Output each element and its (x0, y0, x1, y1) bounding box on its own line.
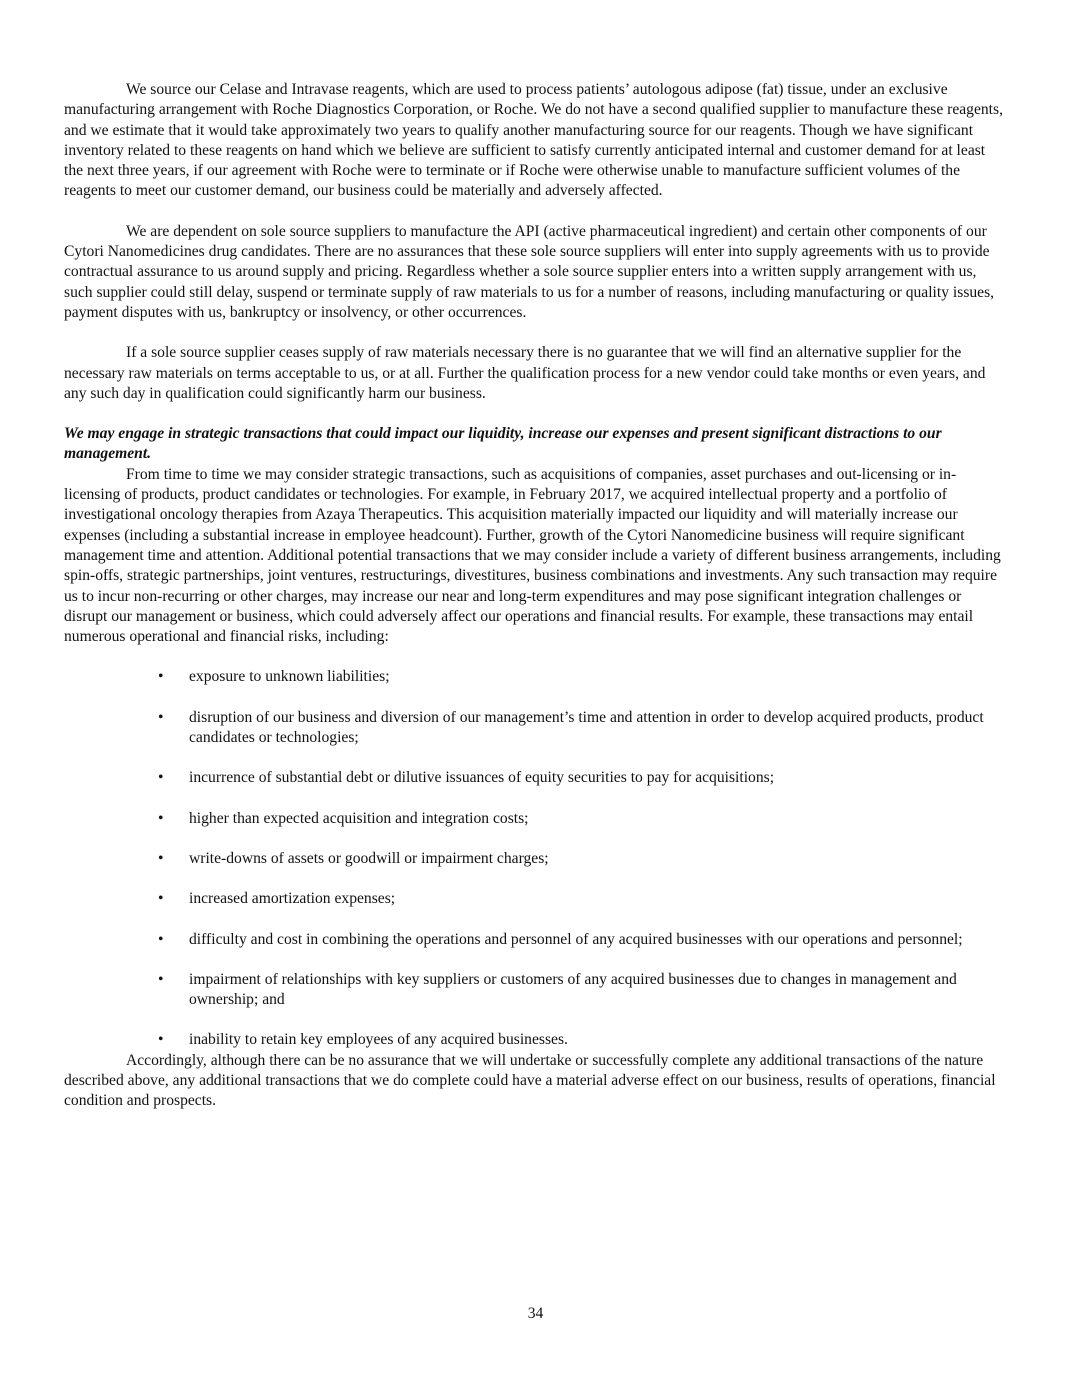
list-item-text: disruption of our business and diversion of our management’s time and attention in order to develop acquired products, product candidates or technologies; (189, 708, 984, 747)
list-item (64, 889, 1008, 909)
list-item (64, 1030, 1008, 1050)
list-item-text: difficulty and cost in combining the operations and personnel of any acquired businesses with our operations and personnel; (189, 930, 963, 948)
list-item-text: write-downs of assets or goodwill or impairment charges; (189, 849, 549, 867)
list-item (64, 970, 1008, 1011)
document-page (64, 80, 1008, 1112)
list-item (64, 708, 1008, 749)
list-item (64, 768, 1008, 788)
paragraph-strategic-transactions: From time to time we may consider strategic transactions, such as acquisitions of companies, asset purchases and out-licensing or in-licensing of products, product candidates or technologies. For example, in February 2017, we acquired intellectual property and a portfolio of investigational oncology therapies from Azaya Therapeutics. This acquisition materially impacted our liquidity and will materially increase our expenses (including a substantial increase in employee headcount). Further, growth of the Cytori Nanomedicine business will require significant management time and attention. Additional potential transactions that we may consider include a variety of different business arrangements, including spin-offs, strategic partnerships, joint ventures, restructurings, divestitures, business combinations and investments. Any such transaction may require us to incur non-recurring or other charges, may increase our near and long-term expenditures and may pose significant integration challenges or disrupt our management or business, which could adversely affect our operations and financial results. For example, these transactions may entail numerous operational and financial risks, including: (64, 465, 1001, 646)
bullet-icon: • (158, 1031, 164, 1049)
list-item-text: impairment of relationships with key suppliers or customers of any acquired businesses due to changes in management and ownership; and (189, 970, 957, 1009)
paragraph-sole-source-suppliers: We are dependent on sole source suppliers to manufacture the API (active pharmaceutical ingredient) and certain other components of our Cytori Nanomedicines drug candidates. There are no assurances that these sole source suppliers will enter into supply agreements with us to provide contractual assurance to us around supply and pricing. Regardless whether a sole source supplier enters into a written supply arrangement with us, such supplier could still delay, suspend or terminate supply of raw materials to us for a number of reasons, including manufacturing or quality issues, payment disputes with us, bankruptcy or insolvency, or other occurrences. (64, 222, 995, 321)
page-number: 34 (527, 1305, 544, 1322)
list-item (64, 809, 1008, 829)
section-heading-strategic-transactions: We may engage in strategic transactions that could impact our liquidity, increase our expenses and present significant distractions to our management. (64, 425, 942, 463)
bullet-icon: • (158, 769, 164, 787)
list-item-text: exposure to unknown liabilities; (189, 668, 390, 686)
bullet-icon: • (158, 668, 164, 686)
bullet-icon: • (158, 708, 164, 726)
list-item-text: higher than expected acquisition and integration costs; (189, 809, 529, 827)
paragraph-conclusion: Accordingly, although there can be no assurance that we will undertake or successfully complete any additional transactions of the nature described above, any additional transactions that we do complete could have a material adverse effect on our business, results of operations, financial condition and prospects. (64, 1051, 996, 1110)
list-item-text: incurrence of substantial debt or dilutive issuances of equity securities to pay for acquisitions; (189, 769, 775, 787)
bullet-icon: • (158, 890, 164, 908)
paragraph-reagents-supplier: We source our Celase and Intravase reagents, which are used to process patients’ autologous adipose (fat) tissue, under an exclusive manufacturing arrangement with Roche Diagnostics Corporation, or Roche. We do not have a second qualified supplier to manufacture these reagents, and we estimate that it would take approximately two years to qualify another manufacturing source for our reagents. Though we have significant inventory related to these reagents on hand which we believe are sufficient to satisfy currently anticipated internal and customer demand for at least the next three years, if our agreement with Roche were to terminate or if Roche were otherwise unable to manufacture sufficient volumes of the reagents to meet our customer demand, our business could be materially and adversely affected. (64, 81, 1003, 200)
risk-bullet-list (64, 667, 1008, 1050)
bullet-icon: • (158, 970, 164, 988)
bullet-icon: • (158, 930, 164, 948)
list-item (64, 849, 1008, 869)
list-item-text: inability to retain key employees of any acquired businesses. (189, 1031, 568, 1049)
list-item-text: increased amortization expenses; (189, 890, 396, 908)
list-item (64, 930, 1008, 950)
bullet-icon: • (158, 849, 164, 867)
bullet-icon: • (158, 809, 164, 827)
paragraph-alternative-supplier: If a sole source supplier ceases supply of raw materials necessary there is no guarantee that we will find an alternative supplier for the necessary raw materials on terms acceptable to us, or at all. Further the qualification process for a new vendor could take months or even years, and any such day in qualification could significantly harm our business. (64, 344, 986, 402)
list-item (64, 667, 1008, 687)
